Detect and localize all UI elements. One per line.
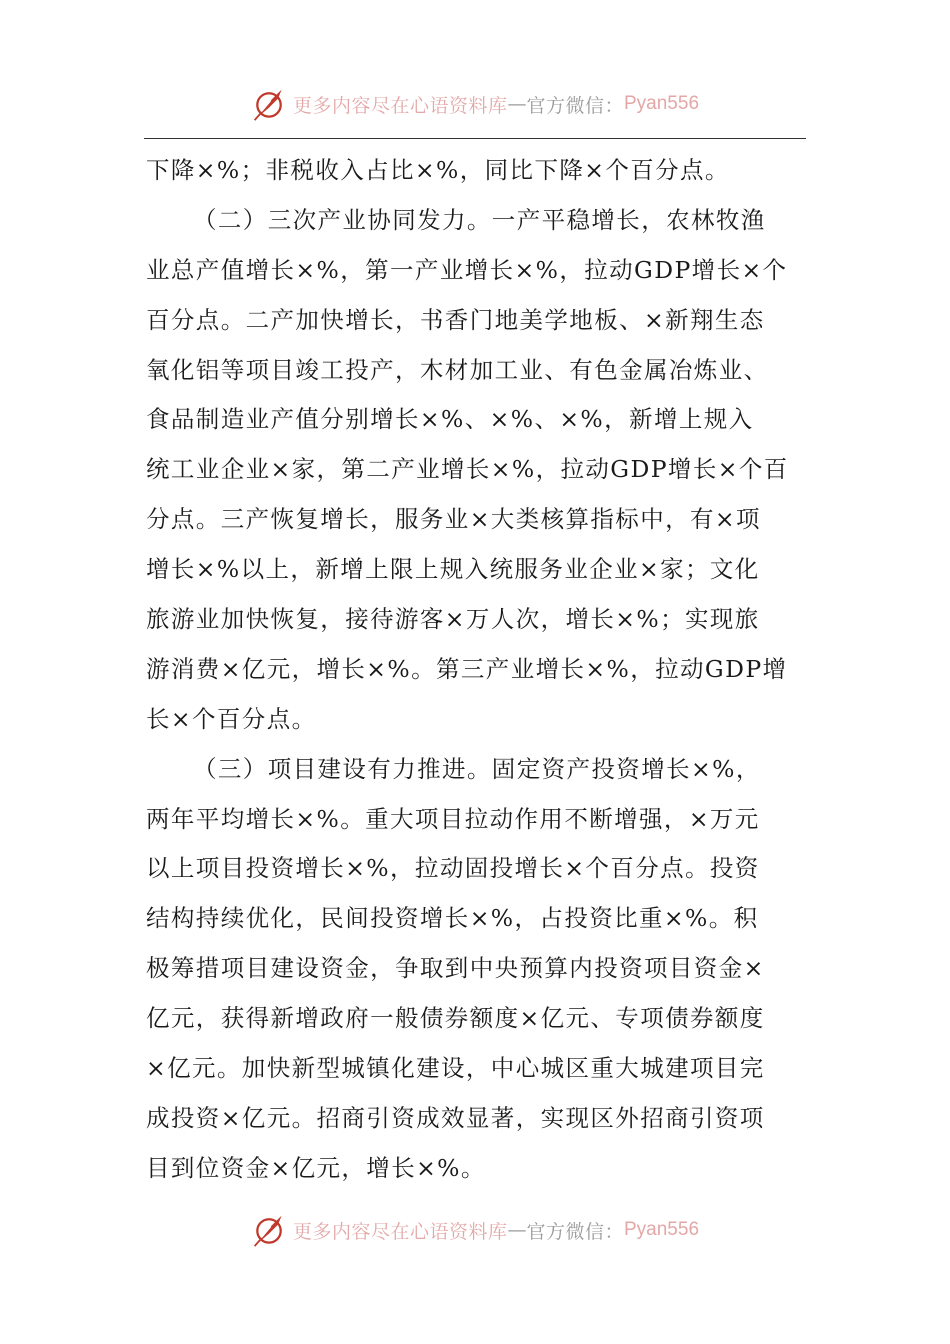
text-line: 成投资×亿元。招商引资成效显著，实现区外招商引资项 (146, 1103, 765, 1132)
text-line: 百分点。二产加快增长，书香门地美学地板、×新翔生态 (146, 305, 765, 334)
quill-pen-icon (251, 86, 287, 122)
text-line: 增长×%以上，新增上限上规入统服务业企业×家；文化 (146, 555, 760, 584)
text-line: 游消费×亿元，增长×%。第三产业增长×%，拉动GDP增 (146, 654, 788, 683)
watermark-contact-label: 官方微信： (526, 94, 624, 117)
paragraph-heading-line: （二）三次产业协同发力。一产平稳增长，农林牧渔 (193, 205, 766, 234)
text-line: 目到位资金×亿元，增长×%。 (146, 1153, 486, 1182)
watermark-contact-id: Pyan556 (624, 93, 700, 114)
quill-pen-icon (251, 1212, 287, 1248)
text-line: 分点。三产恢复增长，服务业×大类核算指标中，有×项 (146, 505, 761, 534)
watermark-contact-label: 官方微信： (526, 1220, 624, 1243)
header-watermark (0, 82, 950, 126)
text-line: 以上项目投资增长×%，拉动固投增长×个百分点。投资 (146, 854, 760, 883)
watermark-main-text: 更多内容尽在心语资料库 (292, 1220, 508, 1243)
header-rule (144, 138, 806, 139)
footer-watermark (0, 1208, 950, 1252)
watermark-separator: — (507, 93, 527, 115)
text-line: 结构持续优化，民间投资增长×%，占投资比重×%。积 (146, 904, 759, 933)
text-line: 氧化铝等项目竣工投产，木材加工业、有色金属冶炼业、 (146, 355, 769, 384)
document-body (146, 146, 806, 1194)
watermark-main-text: 更多内容尽在心语资料库 (292, 94, 508, 117)
text-line: 下降×%；非税收入占比×%，同比下降×个百分点。 (146, 156, 730, 184)
watermark-separator: — (507, 1219, 527, 1241)
watermark-contact-id: Pyan556 (624, 1219, 700, 1240)
text-line: 统工业企业×家，第二产业增长×%，拉动GDP增长×个百 (146, 455, 789, 484)
text-line: 亿元，获得新增政府一般债券额度×亿元、专项债券额度 (146, 1004, 765, 1033)
text-line: 极筹措项目建设资金，争取到中央预算内投资项目资金× (146, 954, 765, 983)
text-line: 两年平均增长×%。重大项目拉动作用不断增强，×万元 (146, 804, 760, 833)
paragraph-heading-line: （三）项目建设有力推进。固定资产投资增长×%， (193, 754, 761, 783)
text-line: 长×个百分点。 (146, 704, 317, 733)
text-line: 业总产值增长×%，第一产业增长×%，拉动GDP增长×个 (146, 255, 788, 284)
text-line: 旅游业加快恢复，接待游客×万人次，增长×%；实现旅 (146, 605, 760, 634)
text-line: ×亿元。加快新型城镇化建设，中心城区重大城建项目完 (146, 1054, 765, 1083)
text-line: 食品制造业产值分别增长×%、×%、×%，新增上规入 (146, 405, 754, 434)
